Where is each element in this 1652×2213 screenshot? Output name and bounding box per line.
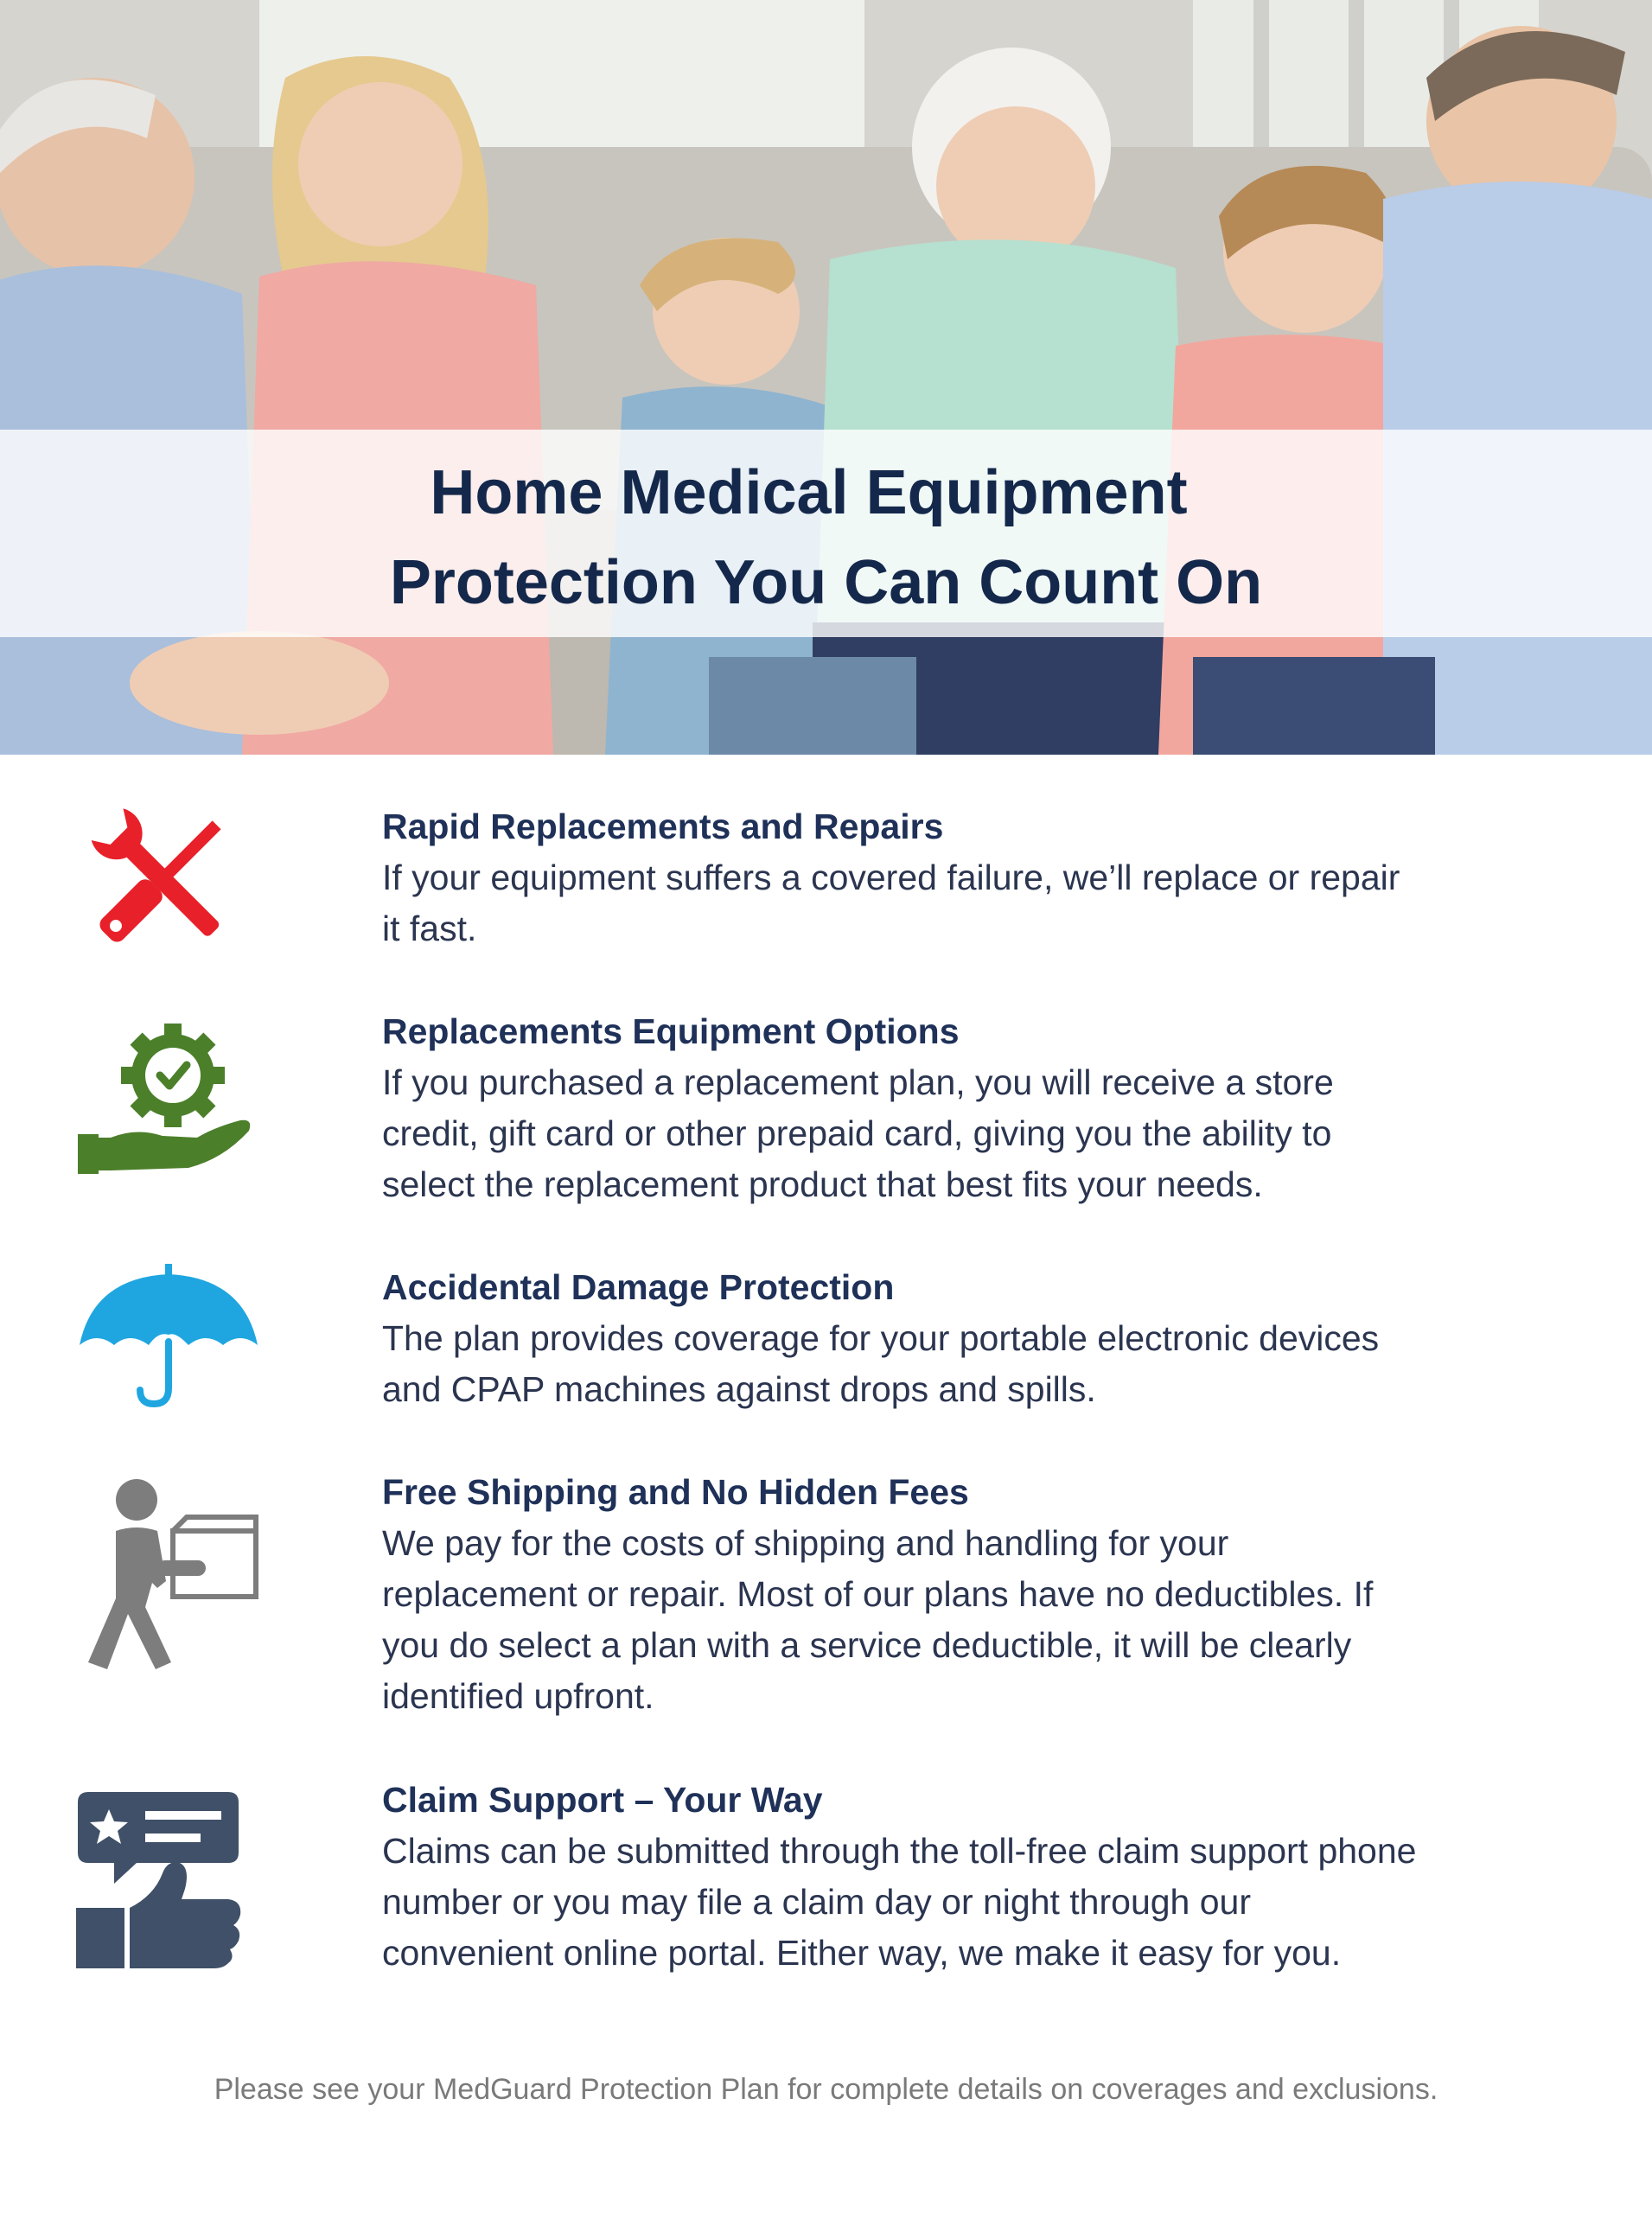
feature-description: Claims can be submitted through the toll-free claim support phone number or you may file a claim day or night through our convenient online portal. Either way, we make it easy for you. xyxy=(382,1831,1417,1973)
feature-title: Accidental Damage Protection xyxy=(382,1267,895,1307)
feature-title: Claim Support – Your Way xyxy=(382,1780,823,1820)
hero-image xyxy=(0,0,1652,755)
wrench-screwdriver-icon xyxy=(80,807,244,953)
feature-title: Free Shipping and No Hidden Fees xyxy=(382,1472,969,1512)
delivery-person-icon xyxy=(83,1477,261,1671)
feature-description: We pay for the costs of shipping and handling for your replacement or repair. Most of our plans have no deductibles. If you do select a plan with a service deductible, it will be clearly identified upfront. xyxy=(382,1523,1374,1716)
gear-hand-icon xyxy=(76,1017,258,1181)
family-photo xyxy=(0,0,1652,755)
disclaimer-footnote: Please see your MedGuard Protection Plan for complete details on coverages and exclusions. xyxy=(214,2073,1438,2106)
umbrella-icon xyxy=(76,1262,261,1409)
feature-description: If you purchased a replacement plan, you will receive a store credit, gift card or other prepaid card, giving you the ability to select the replacement product that best fits your needs. xyxy=(382,1062,1334,1204)
review-thumbs-up-icon xyxy=(76,1792,254,1968)
feature-description: The plan provides coverage for your portable electronic devices and CPAP machines against drops and spills. xyxy=(382,1318,1380,1409)
page-title xyxy=(0,448,1652,628)
feature-title: Rapid Replacements and Repairs xyxy=(382,807,944,846)
feature-title: Replacements Equipment Options xyxy=(382,1011,960,1051)
title-line-2: Protection You Can Count On xyxy=(389,548,1263,617)
title-line-1: Home Medical Equipment xyxy=(430,458,1188,527)
feature-description: If your equipment suffers a covered failure, we’ll replace or repair it fast. xyxy=(382,858,1400,948)
